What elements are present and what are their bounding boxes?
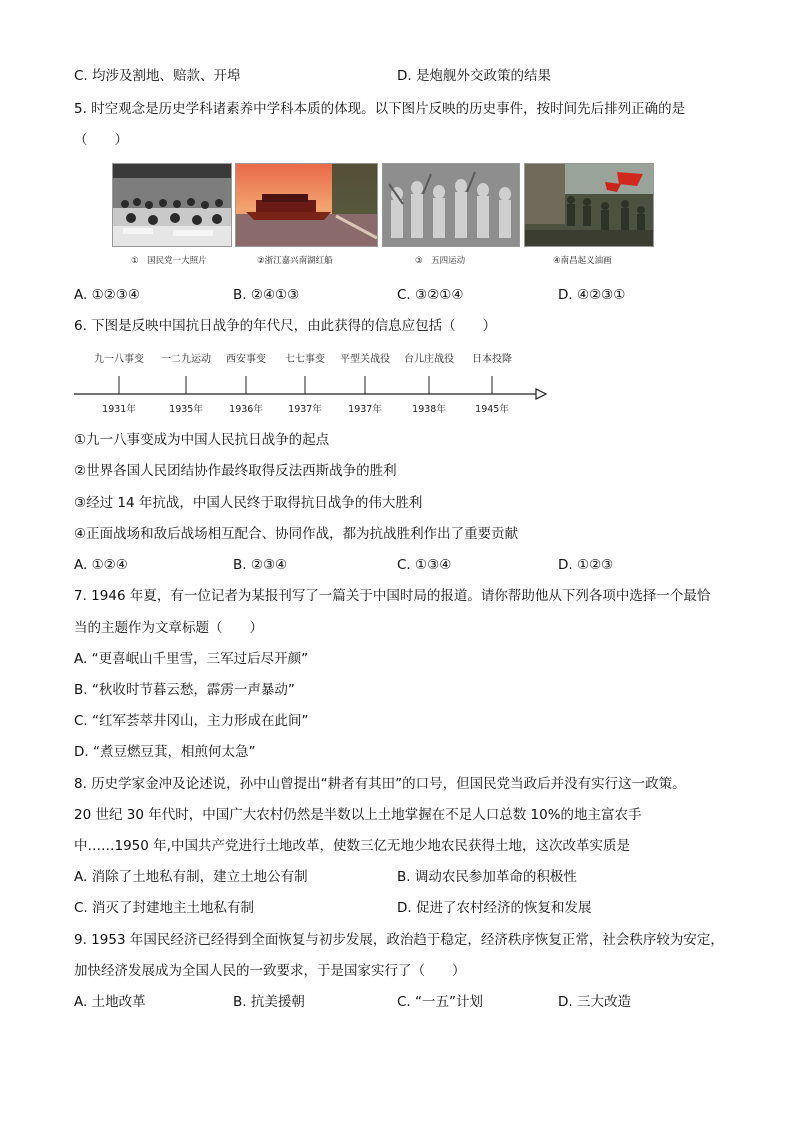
q9-stem-line2: 加快经济发展成为全国人民的一致要求，于是国家实行了（ ） xyxy=(74,963,466,979)
timeline xyxy=(70,346,550,420)
timeline-event: 一二九运动 xyxy=(161,354,211,365)
q8-option-c: C. 消灭了封建地主土地私有制 xyxy=(74,900,255,916)
q7-option-d: D. “煮豆燃豆萁，相煎何太急” xyxy=(74,744,256,760)
q5-option-b: B. ②④①③ xyxy=(233,287,300,303)
q6-statement-4: ④正面战场和敌后战场相互配合、协同作战，都为抗战胜利作出了重要贡献 xyxy=(74,526,519,542)
q7-option-a: A. “更喜岷山千里雪，三军过后尽开颜” xyxy=(74,651,309,667)
image-caption-4: ④南昌起义油画 xyxy=(553,256,612,266)
q5-paren: （ ） xyxy=(74,132,128,148)
timeline-year: 1945年 xyxy=(475,404,509,415)
q8-stem-line1: 8. 历史学家金冲及论述说，孙中山曾提出“耕者有其田”的口号，但国民党当政后并没有实行这一政策。 xyxy=(74,776,686,792)
q9-stem-line1: 9. 1953 年国民经济已经得到全面恢复与初步发展，政治趋于稳定，经济秩序恢复正常，社会秩序较为安定， xyxy=(74,932,724,948)
q5-option-c: C. ③②①④ xyxy=(397,287,464,303)
q5-option-d: D. ④②③① xyxy=(558,287,626,303)
q6-option-c: C. ①③④ xyxy=(397,557,452,573)
timeline-year: 1937年 xyxy=(348,404,382,415)
timeline-event: 平型关战役 xyxy=(340,354,390,365)
image-caption-2: ②浙江嘉兴南湖红船 xyxy=(257,256,333,266)
q7-stem-line2: 当的主题作为文章标题（ ） xyxy=(74,620,263,636)
q8-stem-line3: 中……1950 年,中国共产党进行土地改革，使数三亿无地少地农民获得土地，这次改革实质是 xyxy=(74,838,630,854)
q7-option-b: B. “秋收时节暮云愁，霹雳一声暴动” xyxy=(74,682,295,698)
timeline-year: 1931年 xyxy=(102,404,136,415)
q8-option-b: B. 调动农民参加革命的积极性 xyxy=(397,869,577,885)
relief-may-fourth-icon xyxy=(382,163,520,247)
q9-option-b: B. 抗美援朝 xyxy=(233,994,305,1010)
q5-option-a: A. ①②③④ xyxy=(74,287,140,303)
q8-option-d: D. 促进了农村经济的恢复和发展 xyxy=(397,900,592,916)
timeline-year: 1938年 xyxy=(412,404,446,415)
q6-option-d: D. ①②③ xyxy=(558,557,614,573)
q6-statement-1: ①九一八事变成为中国人民抗日战争的起点 xyxy=(74,432,330,448)
timeline-arrow-icon xyxy=(536,389,546,399)
photo-meeting-icon xyxy=(112,163,232,247)
timeline-year: 1935年 xyxy=(169,404,203,415)
q4-option-d: D. 是炮舰外交政策的结果 xyxy=(397,68,551,84)
q9-option-a: A. 土地改革 xyxy=(74,994,146,1010)
q4-option-c: C. 均涉及割地、赔款、开埠 xyxy=(74,68,241,84)
image-caption-1: ① 国民党一大照片 xyxy=(131,256,207,266)
timeline-event: 台儿庄战役 xyxy=(404,354,454,365)
q5-stem: 5. 时空观念是历史学科诸素养中学科本质的体现。以下图片反映的历史事件，按时间先后排列正确的是 xyxy=(74,101,686,117)
image-caption-3: ③ 五四运动 xyxy=(415,256,466,266)
timeline-year: 1936年 xyxy=(229,404,263,415)
q9-option-c: C. “一五”计划 xyxy=(397,994,483,1010)
q6-option-a: A. ①②④ xyxy=(74,557,128,573)
q7-stem-line1: 7. 1946 年夏，有一位记者为某报刊写了一篇关于中国时局的报道。请你帮助他从下列各项中选择一个最恰 xyxy=(74,588,711,604)
q6-option-b: B. ②③④ xyxy=(233,557,288,573)
q6-statement-3: ③经过 14 年抗战，中国人民终于取得抗日战争的伟大胜利 xyxy=(74,495,423,511)
q9-option-d: D. 三大改造 xyxy=(558,994,631,1010)
timeline-event: 西安事变 xyxy=(226,354,266,365)
timeline-year: 1937年 xyxy=(288,404,322,415)
timeline-event: 日本投降 xyxy=(472,354,512,365)
timeline-event: 九一八事变 xyxy=(94,354,144,365)
q6-statement-2: ②世界各国人民团结协作最终取得反法西斯战争的胜利 xyxy=(74,463,397,479)
q6-stem: 6. 下图是反映中国抗日战争的年代尺，由此获得的信息应包括（ ） xyxy=(74,318,497,334)
q7-option-c: C. “红军荟萃井冈山，主力形成在此间” xyxy=(74,713,309,729)
q8-option-a: A. 消除了土地私有制，建立土地公有制 xyxy=(74,869,308,885)
q8-stem-line2: 20 世纪 30 年代时，中国广大农村仍然是半数以上土地掌握在不足人口总数 10%的地主富农手 xyxy=(74,807,642,823)
timeline-event: 七七事变 xyxy=(285,354,325,365)
photo-red-boat-icon xyxy=(235,163,378,247)
painting-nanchang-uprising-icon xyxy=(524,163,654,247)
